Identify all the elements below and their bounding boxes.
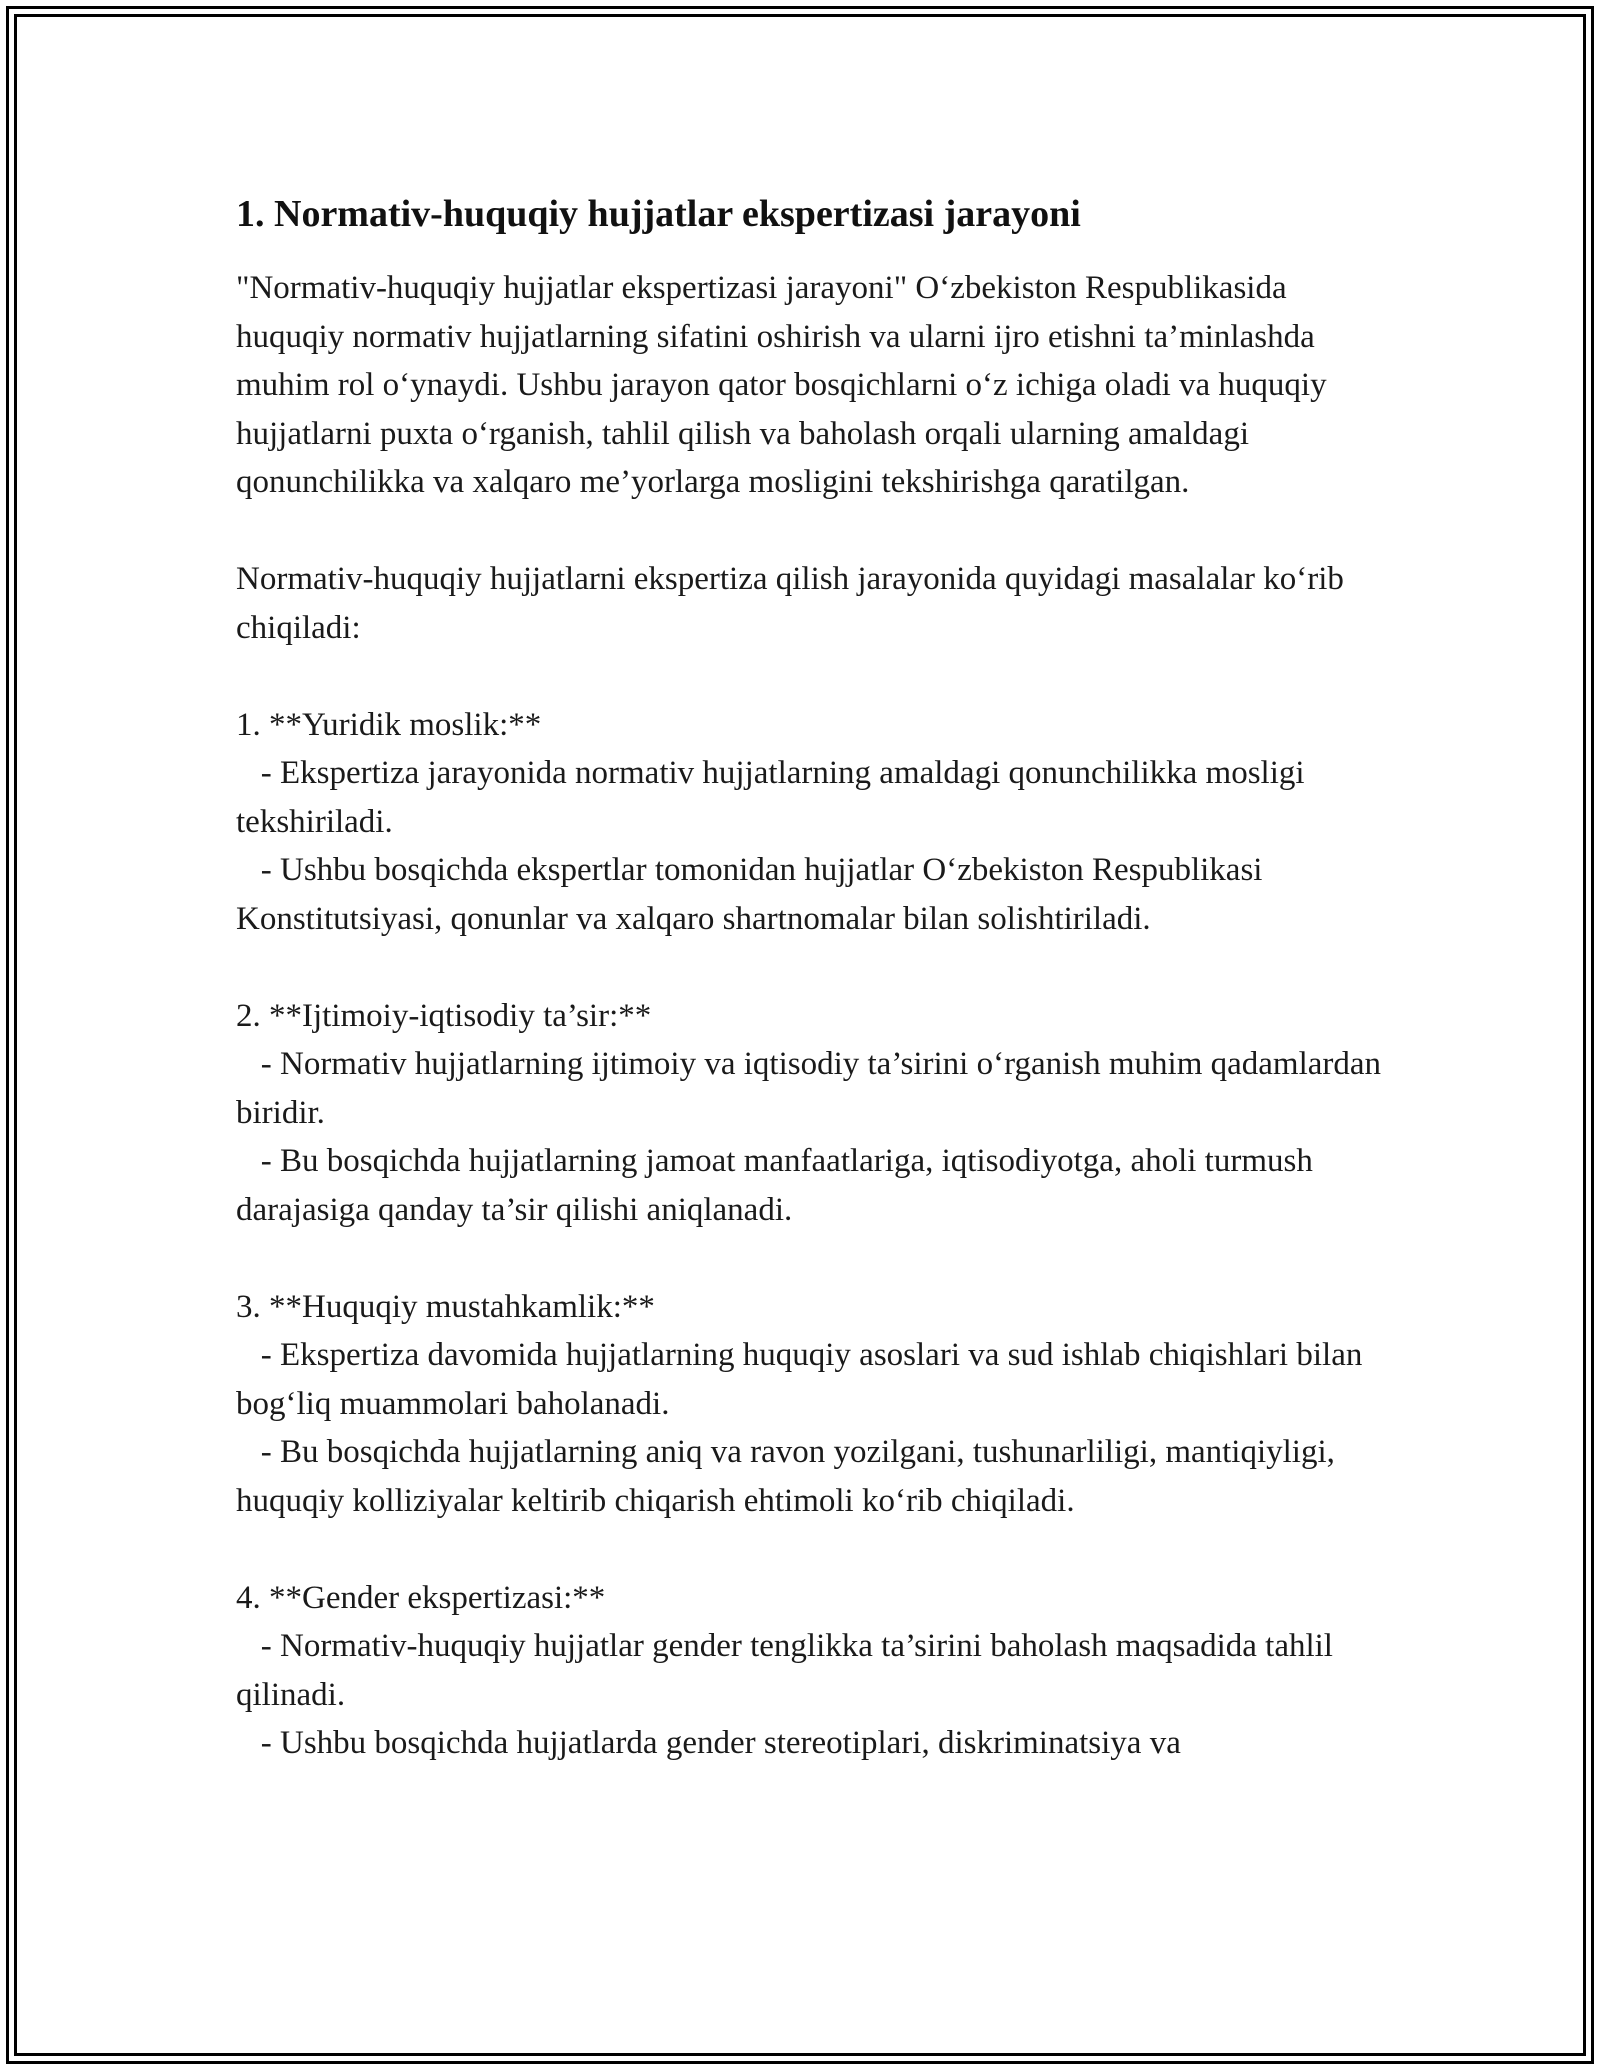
paragraph-gap (236, 1234, 1386, 1283)
paragraph-gap (236, 507, 1386, 556)
paragraph-gap (236, 652, 1386, 701)
section-item: - Normativ hujjatlarning ijtimoiy va iqtisodiy ta’sirini o‘rganish muhim qadamlardan biridir. (236, 1046, 1390, 1131)
section-item: - Ushbu bosqichda ekspertlar tomonidan hujjatlar O‘zbekiston Respublikasi Konstitutsiyasi, qonunlar va xalqaro shartnomalar bilan solishtiriladi. (236, 852, 1271, 937)
document-title: 1. Normativ-huquqiy hujjatlar ekspertizasi jarayoni (236, 193, 1081, 235)
section-item: - Bu bosqichda hujjatlarning aniq va ravon yozilgani, tushunarliligi, mantiqiyligi, huquqiy kolliziyalar keltirib chiqarish ehtimoli ko‘rib chiqiladi. (236, 1434, 1344, 1519)
section-heading: 4. **Gender ekspertizasi:** (236, 1579, 606, 1616)
section-heading: 2. **Ijtimoiy-iqtisodiy ta’sir:** (236, 997, 652, 1034)
paragraph-gap (236, 1525, 1386, 1574)
section-item: - Normativ-huquqiy hujjatlar gender tenglikka ta’sirini baholash maqsadida tahlil qilinadi. (236, 1628, 1342, 1713)
section-item: - Bu bosqichda hujjatlarning jamoat manfaatlariga, iqtisodiyotga, aholi turmush darajasiga qanday ta’sir qilishi aniqlanadi. (236, 1143, 1322, 1228)
lead-paragraph: Normativ-huquqiy hujjatlarni ekspertiza qilish jarayonida quyidagi masalalar ko‘rib chiqiladi: (236, 561, 1353, 646)
section-item: - Ekspertiza jarayonida normativ hujjatlarning amaldagi qonunchilikka mosligi tekshiriladi. (236, 755, 1313, 840)
section-ijtimoiy-iqtisodiy (236, 992, 1390, 1235)
section-heading: 1. **Yuridik moslik:** (236, 706, 542, 743)
section-gender-ekspertizasi (236, 1574, 1386, 1768)
section-heading: 3. **Huquqiy mustahkamlik:** (236, 1288, 655, 1325)
document-page (236, 184, 1390, 1768)
section-yuridik-moslik (236, 701, 1386, 944)
paragraph-gap (236, 943, 1386, 992)
section-item: - Ekspertiza davomida hujjatlarning huquqiy asoslari va sud ishlab chiqishlari bilan bog‘liq muammolari baholanadi. (236, 1337, 1371, 1422)
section-huquqiy-mustahkamlik (236, 1283, 1386, 1526)
section-item: - Ushbu bosqichda hujjatlarda gender stereotiplari, diskriminatsiya va (236, 1725, 1181, 1761)
intro-paragraph: "Normativ-huquqiy hujjatlar ekspertizasi jarayoni" O‘zbekiston Respublikasida huquqiy normativ hujjatlarning sifatini oshirish va ularni ijro etishni ta’minlashda muhim rol o‘ynaydi. Ushbu jarayon qator bosqichlarni o‘z ichiga oladi va huquqiy hujjatlarni puxta o‘rganish, tahlil qilish va baholash orqali ularning amaldagi qonunchilikka va xalqaro me’yorlarga mosligini tekshirishga qaratilgan. (236, 270, 1335, 500)
